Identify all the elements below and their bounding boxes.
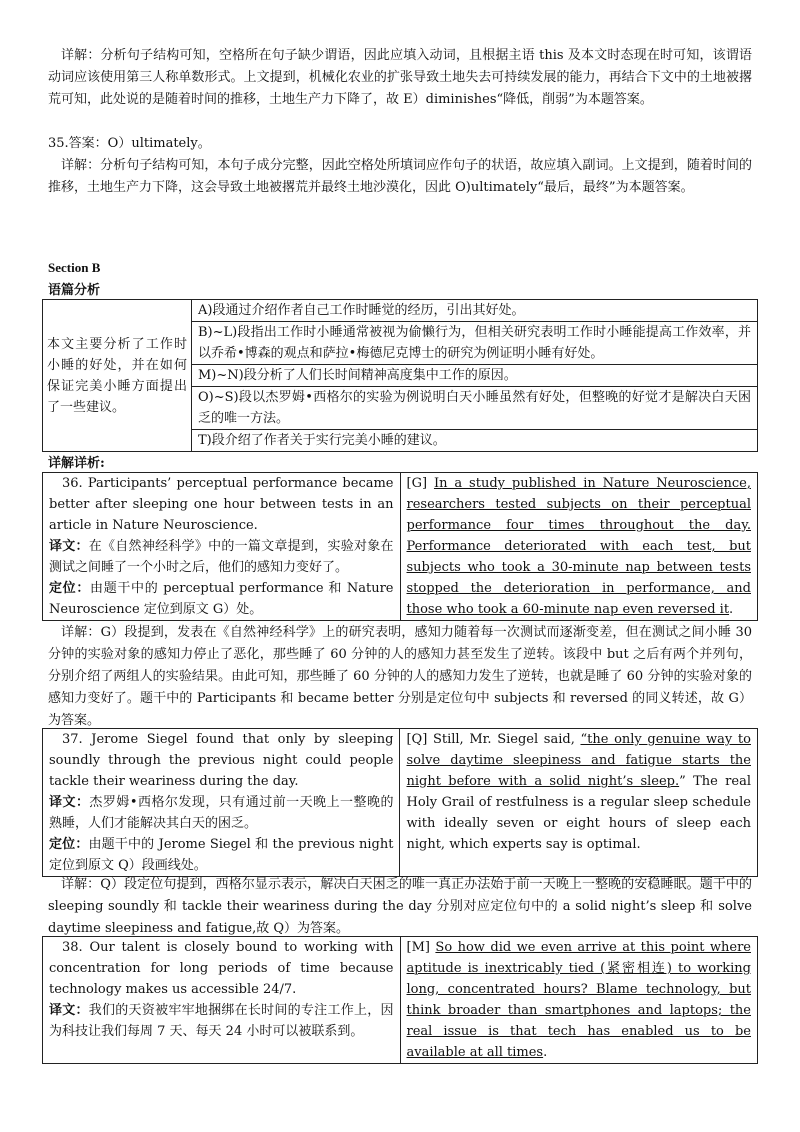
q37-stem: 37. Jerome Siegel found that only by sleeping soundly through the previous night could people tackle their weariness during the day. [49,732,394,789]
q37-translation [49,792,393,834]
location-text: 由题干中的 Jerome Siegel 和 the previous night 定位到原文 Q）段画线处。 [49,837,394,873]
translation-label: 译文： [49,1003,89,1018]
q37-table [42,728,758,877]
q38-passage-cell [400,937,758,1064]
q38-stem: 38. Our talent is closely bound to working with concentration for long periods of time because technology makes us accessible 24/7. [49,940,394,997]
translation-text: 在《自然神经科学》中的一篇文章提到，实验对象在测试之间睡了一个小时之后，他们的感知力变好了。 [49,539,394,575]
passage-tag: [Q] [406,732,428,747]
translation-label: 译文： [49,795,90,810]
q36-translation [49,536,394,578]
q36-location [49,578,394,620]
passage-post: ” The real Holy Grail of restfulness is a regular sleep schedule with ideally seven or eight hours of sleep each night, which experts say is optimal. [406,774,751,852]
q35-detail-paragraph: 详解：分析句子结构可知，本句子成分完整，因此空格处所填词应作句子的状语，故应填入副词。上文提到，随着时间的推移，土地生产力下降，这会导致土地被撂荒并最终土地沙漠化，因此 O)ultimately“最后，最终”为本题答案。 [48,158,752,195]
passage-end: . [543,1045,548,1060]
analysis-row: O)~S)段以杰罗姆•西格尔的实验为例说明白天小睡虽然有好处，但整晚的好觉才是解决白天困乏的唯一方法。 [192,387,758,430]
translation-text: 我们的天资被牢牢地捆绑在长时间的专注工作上，因为科技让我们每周 7 天、每天 24 小时可以被联系到。 [49,1003,394,1039]
q37-passage-cell [400,729,758,877]
passage-pre: Still, Mr. Siegel said, [432,732,581,747]
analysis-row: B)~L)段指出工作时小睡通常被视为偷懒行为，但相关研究表明工作时小睡能提高工作效率，并以乔希•博森的观点和萨拉•梅德尼克博士的研究为例证明小睡有好处。 [192,322,758,365]
location-text: 由题干中的 perceptual performance 和 Nature Neuroscience 定位到原文 G）处。 [49,581,394,617]
analysis-row: A)段通过介绍作者自己工作时睡觉的经历，引出其好处。 [192,300,758,322]
q36-table [42,472,758,621]
passage-end: . [729,602,734,617]
q37-detail-paragraph: 详解：Q）段定位句提到，西格尔显示表示，解决白天困乏的唯一真正办法始于前一天晚上一整晚的安稳睡眠。题干中的 sleeping soundly 和 tackle their weariness during the day 分别对应定位句中的 a solid night’s sleep 和 solve daytime sleepiness and fatigue,故 Q）为答案。 [48,877,752,936]
q38-translation [49,1000,394,1042]
q37-location [49,834,393,876]
q36-stem: 36. Participants’ perceptual performance became better after sleeping one hour between tests in an article in Nature Neuroscience. [49,476,394,533]
q37-question-cell [43,729,400,877]
passage-underlined: In a study published in Nature Neuroscience, researchers tested subjects on their perceptual performance four times throughout the day. Performance deteriorated with each test, but subjects who took a 30-minute nap between tests stopped the deterioration in performance, and those who took a 60-minute nap even reversed it [406,476,751,617]
analysis-title: 语篇分析 [48,283,101,298]
location-label: 定位： [49,837,89,852]
q38-table [42,936,758,1064]
passage-analysis-table [42,299,758,452]
section-title: Section B [48,260,101,275]
translation-label: 译文： [49,539,89,554]
passage-tag: [M] [406,940,430,955]
location-label: 定位： [49,581,91,596]
passage-tag: [G] [406,476,428,491]
q38-question-cell [43,937,401,1064]
q36-detail-paragraph: 详解：G）段提到，发表在《自然神经科学》上的研究表明，感知力随着每一次测试而逐渐变差，但在测试之间小睡 30 分钟的实验对象的感知力停止了恶化，那些睡了 60 分钟的人的感知力甚至发生了逆转。该段中 but 之后有两个并列句，分别介绍了两组人的实验结果。由此可知，那些睡了 60 分钟的人的感知力发生了逆转，也就是睡了 60 分钟的实验对象的感知力变好了。题干中的 Participants 和 became better 分别是定位句中 subjects 和 reversed 的同义转述，故 G）为答案。 [48,625,752,728]
q35-answer: 35.答案：O）ultimately。 [48,136,211,151]
analysis-summary-cell: 本文主要分析了工作时小睡的好处，并在如何保证完美小睡方面提出了一些建议。 [43,300,192,452]
q36-passage-cell [400,473,758,621]
q36-question-cell [43,473,401,621]
analysis-row: M)~N)段分析了人们长时间精神高度集中工作的原因。 [192,365,758,387]
translation-text: 杰罗姆•西格尔发现，只有通过前一天晚上一整晚的熟睡，人们才能解决其白天的困乏。 [49,795,394,831]
passage-underlined: “the only genuine way to solve daytime sleepiness and fatigue starts the night before with a solid night’s sleep. [406,732,751,789]
analysis-row: T)段介绍了作者关于实行完美小睡的建议。 [192,430,758,452]
detail-title: 详解详析: [48,456,105,471]
q34-detail-paragraph: 详解：分析句子结构可知，空格所在句子缺少谓语，因此应填入动词，且根据主语 this 及本文时态现在时可知，该谓语动词应该使用第三人称单数形式。上文提到，机械化农业的扩张导致土地失去可持续发展的能力，再结合下文中的土地被撂荒可知，此处说的是随着时间的推移，土地生产力下降了，故 E）diminishes“降低，削弱”为本题答案。 [48,48,752,107]
passage-underlined: So how did we even arrive at this point where aptitude is inextricably tied (紧密相连) to working long, concentrated hours? Blame technology, but think broader than smartphones and laptops; the real issue is that tech has enabled us to be available at all times [406,940,751,1060]
